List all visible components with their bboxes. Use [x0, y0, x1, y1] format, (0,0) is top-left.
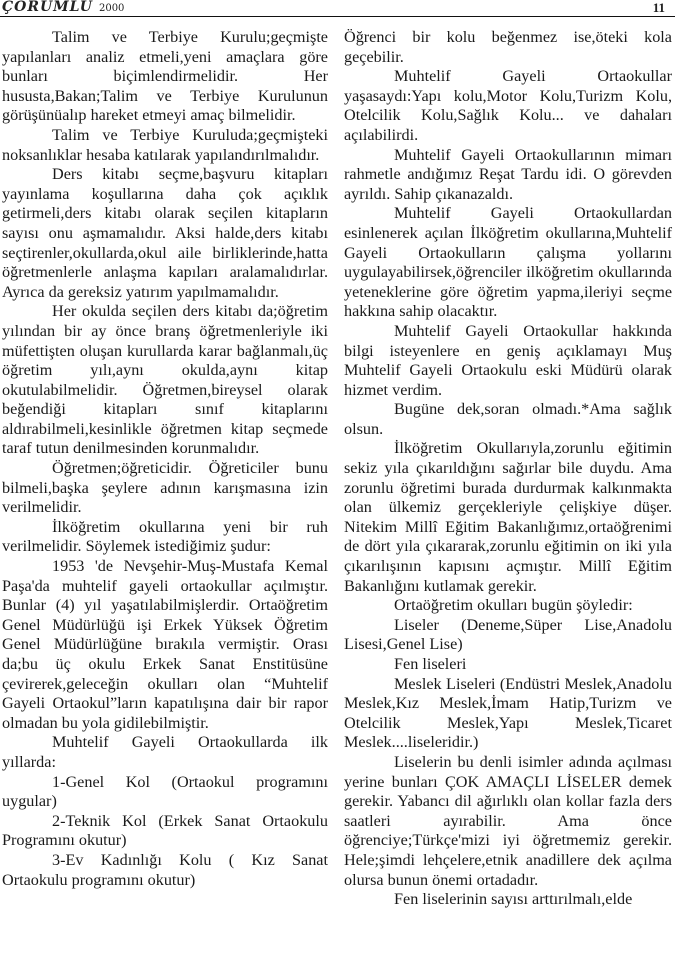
paragraph: Muhtelif Gayeli Ortaokullar hakkında bilgi isteyenlere en geniş açıklamayı Muş Muhtelif Gayeli Ortaokulu eski Müdürü olarak hizmet verdim.: [344, 321, 672, 399]
header-rule: [0, 16, 675, 17]
paragraph: Muhtelif Gayeli Ortaokullarının mimarı rahmetle andığımız Reşat Tardu idi. O görevden ayrıldı. Sahip çıkanazaldı.: [344, 145, 672, 203]
publication-name: ÇORUMLU: [2, 0, 93, 15]
page-number: 11: [652, 0, 665, 15]
paragraph: Liselerin bu denli isimler adında açılması yerine bunları ÇOK AMAÇLI LİSELER demek gerekir. Yabancı dil ağırlıklı olan kollar fazla ders saatleri ayırabilir. Ama önce öğrenciye;Türkçe'mizi iyi öğretmemiz gerekir. Hele;şimdi lehçelere,etnik anadillere dek açılma olursa bunun önemi ortadadır.: [344, 752, 672, 889]
paragraph: Muhtelif Gayeli Ortaokullardan esinlenerek açılan İlköğretim okullarına,Muhtelif Gayeli Ortaokulların çalışma yollarını uygulayabilirsek,öğrenciler ilköğretim okullarında yeteneklerine göre öğretim yapma,ileriyi seçme hakkına sahip olacaktır.: [344, 204, 672, 321]
paragraph: Öğrenci bir kolu beğenmez ise,öteki kola geçebilir.: [344, 28, 672, 66]
left-column: [2, 28, 328, 890]
paragraph: Her okulda seçilen ders kitabı da;öğretim yılından bir ay önce branş öğretmenleriyle iki müfettişten oluşan kurullarda karar bağlanmalı,üç öğretim yılı,aynı okulda,aynı kitap okutulabilmelidir. Öğretmen,bireysel olarak beğendiği kitapları sınıf kitaplarını aldırabilmeli,kesinlikle öğretmen kitap seçmede taraf tutun denilmesinden korunmalıdır.: [2, 302, 328, 458]
paragraph: Talim ve Terbiye Kurulu;geçmişte yapılanları analiz etmeli,yeni amaçlara göre bunları biçimlendirmelidir. Her hususta,Bakan;Talim ve Terbiye Kurulunun görüşünüalıp hareket etmeyi amaç bilmelidir.: [2, 28, 328, 125]
paragraph: Talim ve Terbiye Kuruluda;geçmişteki noksanlıklar hesaba katılarak yapılandırılmalıdır.: [2, 125, 328, 164]
paragraph: İlköğretim Okullarıyla,zorunlu eğitimin sekiz yıla çıkarıldığını sağırlar bile duydu. Ama zorunlu öğretimi burada durdurmak kalkınmakta olan ülkemiz gerçekleriyle çelişkiye düşer. Nitekim Millî Eğitim Bakanlığımız,ortaöğrenimi de dört yıla çıkararak,zorunlu eğitimin on iki yıla çıkarılışının kapısını açmıştır. Millî Eğitim Bakanlığını kutlamak gerekir.: [344, 439, 672, 595]
paragraph: Fen liseleri: [394, 655, 467, 673]
paragraph: Meslek Liseleri (Endüstri Meslek,Anadolu Meslek,Kız Meslek,İmam Hatip,Turizm ve Otelcilik Meslek,Yapı Meslek,Ticaret Meslek....liseleridir.): [344, 674, 672, 752]
paragraph: Liseler (Deneme,Süper Lise,Anadolu Lisesi,Genel Lise): [344, 615, 672, 654]
paragraph: Muhtelif Gayeli Ortaokullar yaşasaydı:Yapı kolu,Motor Kolu,Turizm Kolu, Otelcilik Kolu,Sağlık Kolu... ve dahaları açılabilirdi.: [344, 67, 672, 144]
paragraph: Ders kitabı seçme,başvuru kitapları yayınlama koşullarına daha çok açıklık getirmeli,ders kitabı olarak seçilen kitapların sayısı onu aşmamalıdır. Aksi halde,ders kitabı seçtirenler,okullarda,okul aile birliklerinde,hatta öğretmenlerle anlaşma kapıları aralamalıdırlar. Ayrıca da gereksiz yatırım yapılmamalıdır.: [2, 165, 328, 301]
paragraph: İlköğretim okullarına yeni bir ruh verilmelidir. Söylemek istediğimiz şudur:: [2, 517, 328, 556]
page-header: [0, 0, 675, 17]
publication-title: [2, 0, 124, 15]
publication-year: 2000: [98, 3, 125, 14]
paragraph: Bugüne dek,soran olmadı.*Ama sağlık olsun.: [344, 400, 672, 438]
right-column: [344, 28, 672, 910]
paragraph: 1-Genel Kol (Ortaokul programını uygular): [2, 772, 328, 811]
paragraph: Muhtelif Gayeli Ortaokullarda ilk yıllarda:: [2, 733, 328, 771]
paragraph: 2-Teknik Kol (Erkek Sanat Ortaokulu Programını okutur): [2, 811, 328, 850]
paragraph: Fen liselerinin sayısı arttırılmalı,elde: [394, 890, 633, 909]
paragraph: Öğretmen;öğreticidir. Öğreticiler bunu bilmeli,başka şeylere adının karışmasına izin verilmelidir.: [2, 459, 328, 517]
paragraph: 3-Ev Kadınlığı Kolu ( Kız Sanat Ortaokulu programını okutur): [2, 850, 328, 889]
paragraph: 1953 'de Nevşehir-Muş-Mustafa Kemal Paşa'da muhtelif gayeli ortaokullar açılmıştır. Bunlar (4) yıl yaşatılabilmişlerdir. Ortaöğretim Genel Müdürlüğü işi Erkek Yüksek Öğretim Genel Müdürlüğüne bırakıla vermiştir. Orası da;bu üç okulu Erkek Sanat Enstitüsüne çevirerek,geleceğin okulları olan “Muhtelif Gayeli Ortaokul”ların kapatılışına dair bir rapor olmadan bu yola gidilebilmiştir.: [2, 557, 328, 732]
paragraph: Ortaöğretim okulları bugün şöyledir:: [394, 596, 633, 615]
